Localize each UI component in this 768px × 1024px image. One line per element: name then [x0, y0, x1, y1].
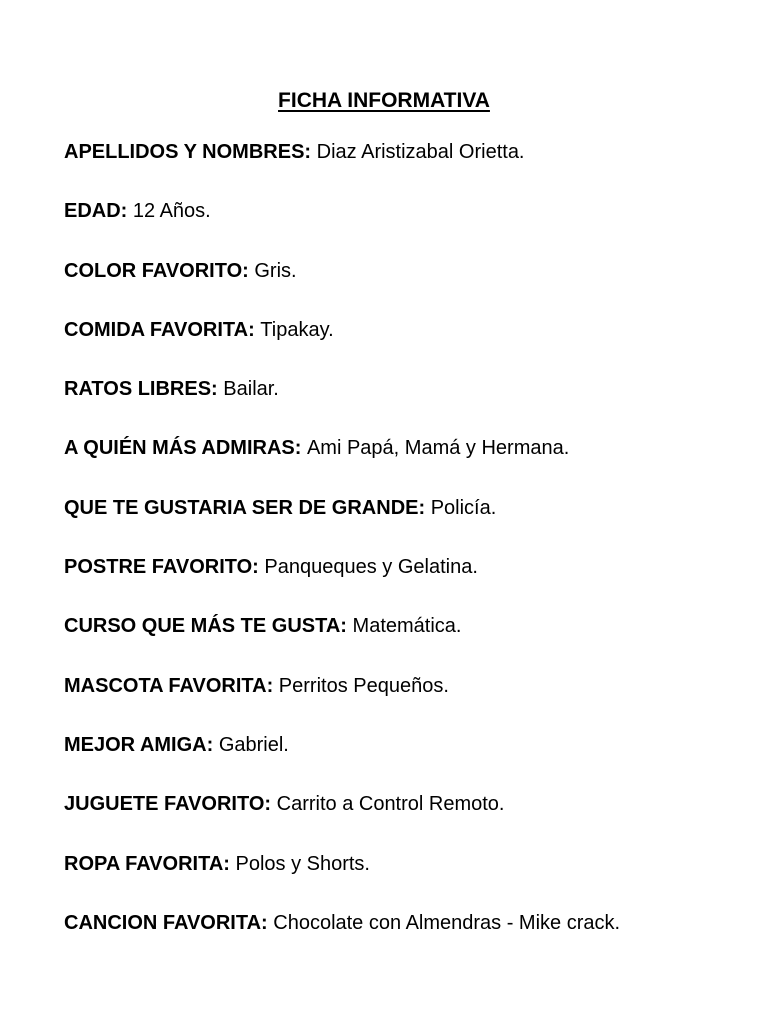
- field-label: MASCOTA FAVORITA:: [64, 674, 279, 697]
- field-row: [64, 258, 754, 317]
- field-label: POSTRE FAVORITO:: [64, 556, 265, 579]
- field-label: QUE TE GUSTARIA SER DE GRANDE:: [64, 496, 431, 519]
- field-row: [64, 139, 754, 198]
- field-value: Diaz Aristizabal Orietta.: [316, 141, 525, 163]
- field-value: 12 Años.: [132, 200, 211, 223]
- field-row: [64, 851, 754, 910]
- field-label: CANCION FAVORITA:: [64, 911, 274, 934]
- field-row: [64, 376, 754, 435]
- field-label: COMIDA FAVORITA:: [64, 318, 261, 341]
- field-row: [64, 495, 754, 554]
- field-row: [64, 613, 754, 672]
- field-label: CURSO QUE MÁS TE GUSTA:: [64, 615, 353, 638]
- field-value: Ami Papá, Mamá y Hermana.: [306, 437, 570, 460]
- field-label: A QUIÉN MÁS ADMIRAS:: [64, 437, 307, 460]
- field-row: [64, 910, 754, 969]
- field-row: [64, 317, 754, 376]
- field-label: MEJOR AMIGA:: [64, 733, 219, 756]
- field-value: Gabriel.: [218, 733, 289, 756]
- field-value: Polos y Shorts.: [235, 852, 370, 875]
- field-row: [64, 198, 754, 257]
- document-title: FICHA INFORMATIVA: [278, 89, 490, 112]
- field-value: Chocolate con Almendras - Mike crack.: [273, 911, 621, 934]
- field-row: [64, 554, 754, 613]
- field-value: Matemática.: [352, 615, 462, 638]
- field-label: ROPA FAVORITA:: [64, 852, 236, 875]
- field-value: Panqueques y Gelatina.: [264, 556, 478, 579]
- field-label: JUGUETE FAVORITO:: [64, 793, 277, 816]
- field-label: RATOS LIBRES:: [64, 378, 224, 401]
- field-label: APELLIDOS Y NOMBRES:: [64, 141, 317, 163]
- field-value: Gris.: [254, 259, 297, 282]
- field-row: [64, 673, 754, 732]
- field-value: Bailar.: [223, 378, 279, 401]
- field-label: COLOR FAVORITO:: [64, 259, 255, 282]
- field-label: EDAD:: [64, 200, 133, 223]
- field-value: Policía.: [430, 496, 497, 519]
- field-list: [64, 139, 754, 969]
- field-row: [64, 732, 754, 791]
- field-row: [64, 791, 754, 850]
- field-row: [64, 435, 754, 494]
- field-value: Carrito a Control Remoto.: [276, 793, 505, 816]
- field-value: Perritos Pequeños.: [278, 674, 449, 697]
- field-value: Tipakay.: [260, 318, 334, 341]
